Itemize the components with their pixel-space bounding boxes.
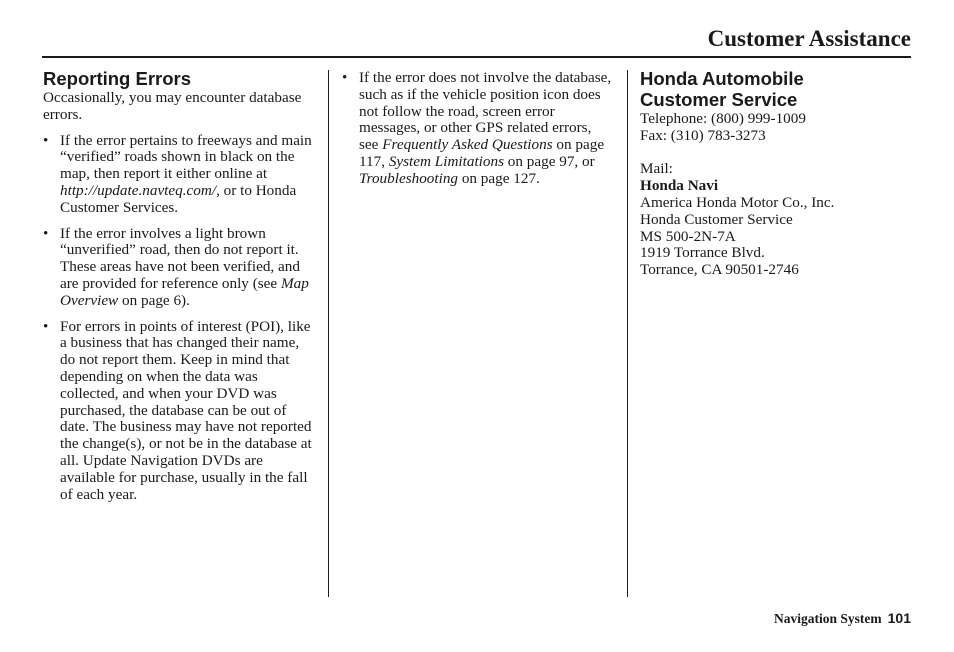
header-rule bbox=[42, 56, 911, 58]
fax: Fax: (310) 783-3273 bbox=[640, 126, 766, 144]
telephone: Telephone: (800) 999-1009 bbox=[640, 110, 806, 127]
contact-block bbox=[640, 111, 912, 279]
address-name: Honda Navi bbox=[640, 177, 719, 195]
address-line-4: 1919 Torrance Blvd. bbox=[640, 244, 765, 262]
address-line-3: MS 500-2N-7A bbox=[640, 227, 736, 245]
bullet-dot: • bbox=[342, 69, 348, 86]
ref-system-limitations: System Limitations bbox=[388, 152, 504, 170]
section-heading-honda-service: Honda Automobile Customer Service bbox=[640, 68, 804, 110]
page-header-title: Customer Assistance bbox=[707, 26, 911, 51]
section-heading-reporting-errors: Reporting Errors bbox=[43, 68, 192, 89]
address-line-5: Torrance, CA 90501-2746 bbox=[640, 261, 799, 279]
ref-map-overview: Map Overview bbox=[60, 274, 309, 309]
bullet-freeways: • If the error pertains to freeways and main “verified” roads shown in black on the map, then report it either online at http://update.navteq.com/, or to Honda Customer Services. bbox=[43, 131, 312, 216]
ref-troubleshooting: Troubleshooting bbox=[359, 169, 459, 187]
reporting-intro: Occasionally, you may encounter database errors. bbox=[43, 89, 302, 123]
column-reporting-continued bbox=[342, 70, 614, 188]
reporting-bullet-list-continued bbox=[342, 70, 614, 188]
bullet-dot: • bbox=[43, 131, 49, 149]
bullet-dot: • bbox=[43, 317, 49, 335]
column-reporting-errors bbox=[43, 68, 315, 503]
bullet-unverified-road: • If the error involves a light brown “unverified” road, then do not report it. These areas have not been verified, and are provided for reference only (see Map Overview on page 6). bbox=[43, 224, 309, 309]
reporting-bullet-list bbox=[43, 133, 315, 504]
page-footer bbox=[774, 610, 911, 627]
page-number: 101 bbox=[887, 610, 911, 626]
column-divider-1 bbox=[328, 70, 329, 597]
bullet-dot: • bbox=[43, 224, 49, 242]
address-line-1: America Honda Motor Co., Inc. bbox=[640, 193, 835, 211]
column-honda-customer-service bbox=[640, 68, 912, 279]
address-line-2: Honda Customer Service bbox=[640, 210, 793, 228]
bullet-poi-errors: • For errors in points of interest (POI), like a business that has changed their name, do not report them. Keep in mind that depending on when the data was collected, and when your DVD was purchased, the database can be out of date. The business may have not reported the change(s), or not be in the database at all. Update Navigation DVDs are available for purchase, usually in the fall of each year. bbox=[43, 317, 312, 503]
ref-faq: Frequently Asked Questions bbox=[382, 136, 553, 154]
mail-label: Mail: bbox=[640, 160, 673, 178]
navteq-url: http://update.navteq.com/ bbox=[60, 181, 217, 199]
bullet-non-database-errors: • If the error does not involve the database, such as if the vehicle position icon does not follow the road, screen error messages, or other GPS related errors, see Frequently Asked Questions on page 117, System Limitations on page 97, or Troubleshooting on page 127. bbox=[342, 69, 612, 187]
column-divider-2 bbox=[627, 70, 628, 597]
footer-section-name: Navigation System bbox=[774, 611, 882, 626]
